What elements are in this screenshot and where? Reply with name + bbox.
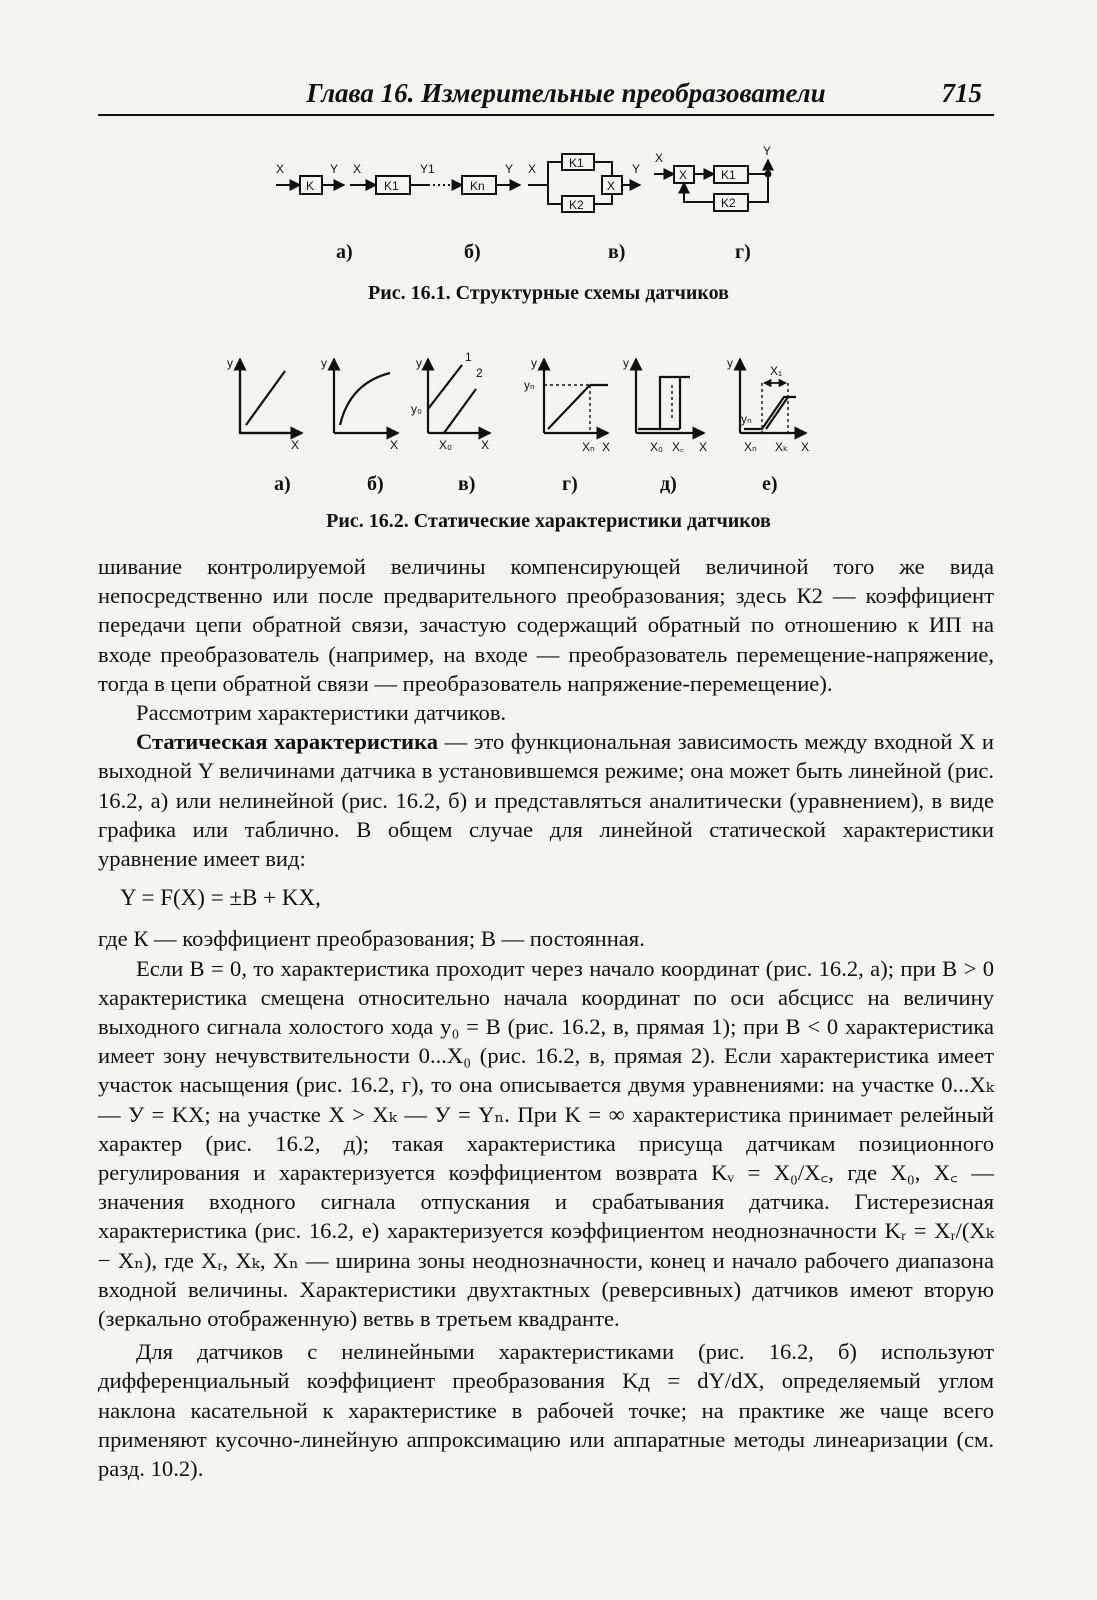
fig2-e-x1: X₁ [770,364,783,378]
fig2-e-xk: Xₖ [775,440,789,454]
fig2-a-x: X [291,438,300,452]
fig2-c-y: y [416,356,422,370]
fig2-c-x0: X₀ [439,438,452,452]
fig2-a-y: y [227,356,233,370]
scheme-g [654,160,771,211]
fig2-g-yn: yₙ [524,378,535,392]
body-text [98,552,994,1483]
paragraph-5: Если B = 0, то характеристика проходит через начало координат (рис. 16.2, а); при B > 0 характеристика смещена относительно начала координат по оси абсцисс на величину выходного сигнала холостого хода y₀ = B (рис. 16.2, в, прямая 1); при B < 0 характеристика имеет зону нечувствительности 0...X₀ (рис. 16.2, в, прямая 2). Если характеристика имеет участок насыщения (рис. 16.2, г), то она описывается двумя уравнениями: на участке 0...Xₖ — У = KX; на участке X > Xₖ — У = Yₙ. При K = ∞ характеристика принимает релейный характер (рис. 16.2, д); такая характеристика присуща датчикам позиционного регулирования и характеризуется коэффициентом возврата Kᵥ = X₀/X꜀, где X₀, X꜀ — значения входного сигнала отпускания и срабатывания датчика. Гистерезисная характеристика (рис. 16.2, е) характеризуется коэффициентом неоднозначности Kᵣ = Xᵣ/(Xₖ − Xₙ), где Xᵣ, Xₖ, Xₙ — ширина зоны неоднозначности, конец и начало рабочего диапазона входной величины. Характеристики двухтактных (реверсивных) датчиков имеют вторую (зеркально отображенную) ветвь в третьем квадранте. [98,955,994,1332]
fig2-panel-b: б) [367,473,384,495]
chapter-title: Глава 16. Измерительные преобразователи [306,78,826,108]
fig2-b-y: y [321,356,327,370]
fig2-panel-e: е) [762,473,778,495]
fig1-g-y: Y [763,144,772,158]
fig1-c-mult: X [607,179,616,193]
char-d [636,359,704,433]
fig1-g-x: X [655,151,664,165]
fig1-g-k2: K2 [721,196,736,210]
figure-16-1-caption: Рис. 16.1. Структурные схемы датчиков [368,282,729,304]
page-header [98,74,994,114]
fig1-a-x: X [276,162,285,176]
page-number: 715 [941,78,982,108]
fig2-e-xn: Xₙ [744,440,757,454]
fig2-g-x: X [602,440,611,454]
fig2-panel-g: г) [562,473,578,495]
char-a [240,359,302,433]
fig2-d-y: y [623,356,629,370]
fig1-c-k1: K1 [569,156,584,170]
formula: Y = F(X) = ±B + KX, [120,885,321,911]
figure-16-2 [0,345,1097,505]
fig1-c-k2: K2 [569,198,584,212]
paragraph-1: шивание контролируемой величины компенсирующей величиной того же вида непосредственно или после предварительного преобразования; здесь К2 — коэффициент передачи цепи обратной связи, зачастую содержащий обратный по отношению к ИП на входе преобразователь (например, на входе — преобразователь перемещение-напряжение, тогда в цепи обратной связи — преобразователь напряжение-перемещение). [98,554,994,696]
fig2-d-x0: X₀ [650,440,663,454]
fig1-panel-b: б) [464,241,481,263]
fig1-b-k1: K1 [384,179,399,193]
fig1-b-y: Y [505,162,514,176]
paragraph-3 [98,727,994,873]
fig2-g-y: y [531,356,537,370]
fig2-g-xn: Xₙ [582,440,595,454]
fig1-c-y: Y [632,162,641,176]
paragraph-2: Рассмотрим характеристики датчиков. [136,700,507,726]
fig1-b-x: X [353,162,362,176]
fig2-c-x: X [481,438,490,452]
fig2-c-one: 1 [465,350,472,364]
term-static-characteristic: Статическая характеристика [136,729,439,755]
header-rule [98,114,994,116]
fig1-panel-c: в) [608,241,626,263]
fig2-b-x: X [390,438,399,452]
paragraph-6: Для датчиков с нелинейными характеристиками (рис. 16.2, б) используют дифференциальный коэффициент преобразования Kд = dY/dX, определяемый углом наклона касательной к характеристике в рабочей точке; на практике же чаще всего применяют кусочно-линейную аппроксимацию или аппаратные методы линеаризации (см. разд. 10.2). [98,1339,994,1482]
char-g [544,359,608,433]
fig2-panel-c: в) [458,473,476,495]
fig1-panel-a: а) [336,241,353,263]
fig1-b-y1: Y1 [420,162,435,176]
scheme-c [528,154,640,212]
fig2-c-y0: y₀ [411,402,422,416]
fig2-c-two: 2 [476,366,483,380]
fig2-d-xc: X꜀ [672,440,685,454]
fig2-panel-d: д) [660,473,677,495]
fig1-a-y: Y [330,162,339,176]
fig2-e-yn: yₙ [741,412,752,426]
fig2-e-y: y [727,356,733,370]
fig1-b-kn: Kn [470,179,485,193]
fig1-panel-g: г) [735,241,751,263]
figure-16-1 [0,140,1097,280]
figure-16-2-caption: Рис. 16.2. Статические характеристики датчиков [326,510,771,532]
fig2-e-x: X [801,440,810,454]
fig2-panel-a: а) [274,473,291,495]
fig1-c-x: X [528,162,537,176]
fig1-a-k: K [306,179,315,193]
paragraph-4: где К — коэффициент преобразования; В — постоянная. [98,926,645,952]
fig2-d-x: X [699,440,708,454]
fig1-g-mult: X [679,168,688,182]
char-b [334,359,398,433]
scheme-b [350,176,520,194]
paragraph-3-text: — это функциональная зависимость между входной X и выходной Y величинами датчика в установившемся режиме; она может быть линейной (рис. 16.2, а) или нелинейной (рис. 16.2, б) и представляться аналитически (уравнением), в виде графика или таблично. В общем случае для линейной статической характеристики уравнение имеет вид: [98,729,994,872]
fig1-g-k1: K1 [721,168,736,182]
